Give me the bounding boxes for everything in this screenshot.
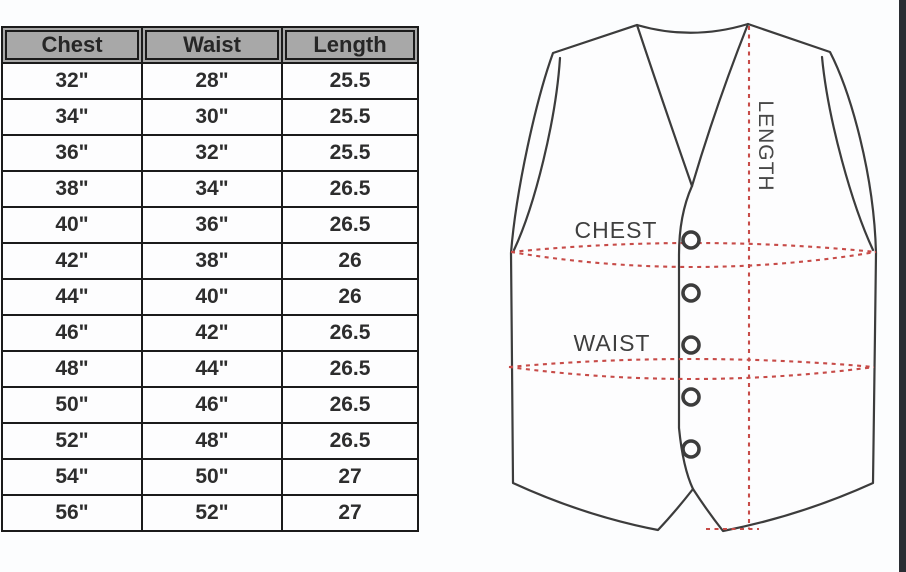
length-cell: 25.5 <box>282 99 418 135</box>
table-row <box>2 387 418 423</box>
length-cell: 26.5 <box>282 207 418 243</box>
chest-label: CHEST <box>574 217 658 243</box>
chest-cell: 40" <box>2 207 142 243</box>
waist-cell: 40" <box>142 279 282 315</box>
table-row <box>2 315 418 351</box>
chest-cell: 34" <box>2 99 142 135</box>
waist-cell: 50" <box>142 459 282 495</box>
waist-cell: 52" <box>142 495 282 531</box>
vest-button-icon <box>683 337 699 353</box>
waist-label: WAIST <box>573 330 651 356</box>
waist-cell: 32" <box>142 135 282 171</box>
chest-cell: 32" <box>2 63 142 99</box>
length-cell: 26 <box>282 279 418 315</box>
table-row <box>2 459 418 495</box>
length-cell: 26.5 <box>282 315 418 351</box>
waist-cell: 48" <box>142 423 282 459</box>
vest-button-icon <box>683 232 699 248</box>
table-row <box>2 63 418 99</box>
vest-measurement-diagram <box>430 0 906 572</box>
length-label: LENGTH <box>754 100 777 192</box>
table-row <box>2 207 418 243</box>
column-header-waist <box>142 27 282 63</box>
length-cell: 25.5 <box>282 135 418 171</box>
waist-cell: 30" <box>142 99 282 135</box>
chest-cell: 46" <box>2 315 142 351</box>
length-cell: 26.5 <box>282 171 418 207</box>
chest-cell: 50" <box>2 387 142 423</box>
column-header-waist-label: Waist <box>145 30 279 60</box>
table-row <box>2 495 418 531</box>
length-cell: 26 <box>282 243 418 279</box>
column-header-length-label: Length <box>285 30 415 60</box>
length-cell: 26.5 <box>282 423 418 459</box>
right-edge-bar <box>899 0 906 572</box>
column-header-chest <box>2 27 142 63</box>
column-header-chest-label: Chest <box>5 30 139 60</box>
size-chart-table-container <box>1 26 417 532</box>
vest-button-icon <box>683 389 699 405</box>
waist-cell: 36" <box>142 207 282 243</box>
chest-cell: 42" <box>2 243 142 279</box>
waist-cell: 46" <box>142 387 282 423</box>
chest-cell: 44" <box>2 279 142 315</box>
length-cell: 27 <box>282 495 418 531</box>
length-cell: 26.5 <box>282 387 418 423</box>
table-row <box>2 351 418 387</box>
vest-button-icon <box>683 441 699 457</box>
length-cell: 25.5 <box>282 63 418 99</box>
table-row <box>2 423 418 459</box>
table-row <box>2 99 418 135</box>
chest-cell: 56" <box>2 495 142 531</box>
chest-cell: 36" <box>2 135 142 171</box>
vest-button-icon <box>683 285 699 301</box>
header-row <box>2 27 418 63</box>
table-row <box>2 243 418 279</box>
size-chart-table <box>1 26 419 532</box>
chest-cell: 52" <box>2 423 142 459</box>
chest-cell: 54" <box>2 459 142 495</box>
column-header-length <box>282 27 418 63</box>
table-row <box>2 171 418 207</box>
table-row <box>2 279 418 315</box>
waist-cell: 34" <box>142 171 282 207</box>
length-cell: 27 <box>282 459 418 495</box>
waist-cell: 38" <box>142 243 282 279</box>
waist-cell: 44" <box>142 351 282 387</box>
chest-cell: 38" <box>2 171 142 207</box>
chest-cell: 48" <box>2 351 142 387</box>
table-row <box>2 135 418 171</box>
waist-cell: 28" <box>142 63 282 99</box>
waist-cell: 42" <box>142 315 282 351</box>
length-cell: 26.5 <box>282 351 418 387</box>
